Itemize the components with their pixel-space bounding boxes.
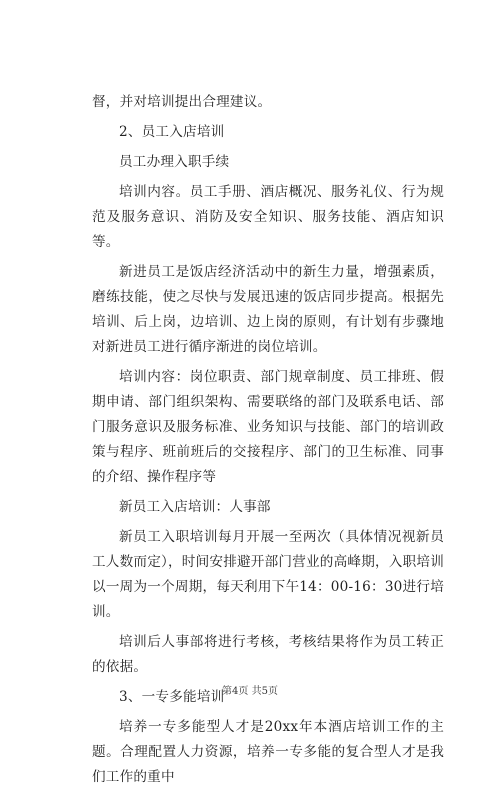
- paragraph-hr-training: 新员工入店培训：人事部: [119, 499, 271, 515]
- page-footer: 第4页 共5页: [222, 686, 278, 697]
- paragraph-new-employees: 新进员工是饭店经济活动中的新生力量，增强素质，磨练技能，使之尽快与发展迅速的饭店同步提高。根据先培训、后上岗，边培训、边上岗的原则，有计划有步骤地对新进员工进行循序渐进的岗位培训。: [92, 264, 444, 355]
- section-heading-2: 2、员工入店培训: [119, 124, 225, 140]
- paragraph-training-content: 培训内容。员工手册、酒店概况、服务礼仪、行为规范及服务意识、消防及安全知识、服务技能、酒店知识等。: [92, 184, 444, 250]
- paragraph-multiskill: 培养一专多能型人才是20xx年本酒店培训工作的主题。合理配置人力资源，培养一专多能的复合型人才是我们工作的重中: [92, 719, 444, 785]
- section-heading-3: 3、一专多能培训: [119, 689, 225, 705]
- paragraph-assessment: 培训后人事部将进行考核，考核结果将作为员工转正的依据。: [92, 634, 444, 675]
- paragraph-department-training: 培训内容：岗位职责、部门规章制度、员工排班、假期申请、部门组织架构、需要联络的部门及联系电话、部门服务意识及服务标准、业务知识与技能、部门的培训政策与程序、班前班后的交接程序、部门的卫生标准、同事的介绍、操作程序等: [92, 369, 444, 485]
- paragraph-training-schedule: 新员工入职培训每月开展一至两次（具体情况视新员工人数而定），时间安排避开部门营业的高峰期，入职培训以一周为一个周期，每天利用下午14：00-16：30进行培训。: [92, 529, 444, 620]
- subheading-onboarding: 员工办理入职手续: [119, 154, 230, 170]
- paragraph-1: 督，并对培训提出合理建议。: [92, 94, 272, 110]
